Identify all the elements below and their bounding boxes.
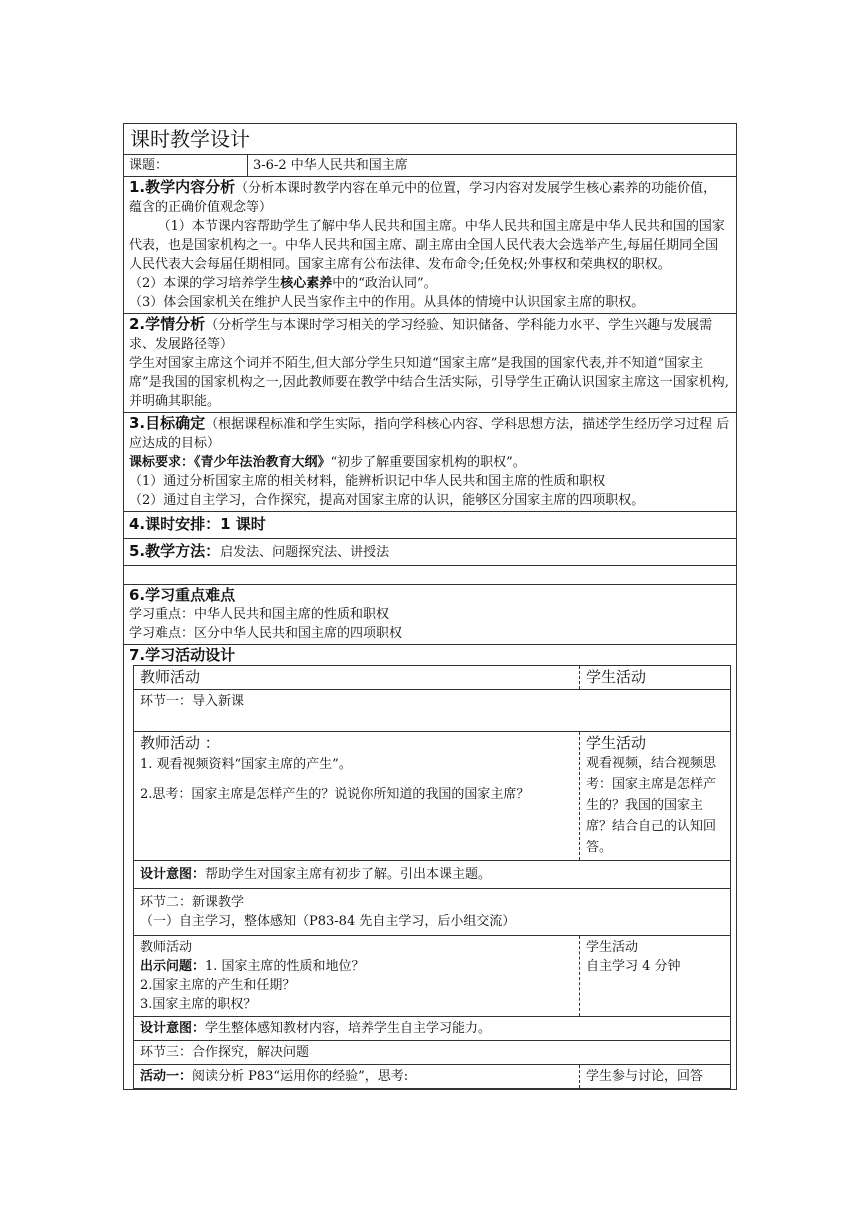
section-2-note: （分析学生与本课时学习相关的学习经验、知识储备、学科能力水平、学生兴趣与发展需求、发展路径等）	[129, 318, 713, 352]
t1-item-2: 2.思考：国家主席是怎样产生的？说说你所知道的我国的国家主席？	[140, 787, 530, 802]
section-1-paragraph-2	[129, 274, 731, 293]
section-2-paragraph: 学生对国家主席这个词并不陌生,但大部分学生只知道“国家主席”是我国的国家代表,并不知道“国家主席”是我国的国家机构之一,因此教师要在教学中结合生活实际，引导学生正确认识国家主席这一国家机构,并明确其职能。	[129, 356, 729, 409]
section-objectives	[123, 413, 737, 512]
section-6-title: 6.学习重点难点	[129, 586, 236, 604]
section-5-value: 启发法、问题探究法、讲授法	[220, 545, 390, 560]
s1-head: 学生活动	[586, 734, 647, 752]
intent-2-text: 学生整体感知教材内容，培养学生自主学习能力。	[205, 1021, 492, 1036]
intent-2-label: 设计意图：	[140, 1021, 206, 1036]
t1-head: 教师活动 ：	[140, 734, 220, 752]
activity-1-student: 学生参与讨论，回答	[586, 1069, 704, 1084]
topic-label: 课题：	[124, 155, 248, 176]
difficult-point: 学习难点：区分中华人民共和国主席的四项职权	[129, 626, 403, 641]
t2-question-label: 出示问题：	[140, 959, 206, 974]
topic-row	[123, 155, 737, 177]
s2-body: 自主学习 4 分钟	[586, 959, 681, 974]
requirement-label: 课标要求：《青少年法治教育大纲》	[129, 455, 331, 470]
curriculum-requirement	[129, 453, 731, 472]
section-methods	[123, 539, 737, 566]
blank-row	[123, 566, 737, 585]
section-activity-design	[123, 645, 737, 1090]
student-activity-header: 学生活动	[586, 668, 647, 686]
goal-1: （1）通过分析国家主席的相关材料，能辨析识记中华人民共和国主席的性质和职权	[129, 474, 606, 489]
link-3-activity-row	[133, 1065, 731, 1089]
t2-head: 教师活动	[140, 940, 193, 955]
goal-2: （2）通过自主学习，合作探究，提高对国家主席的认识，能够区分国家主席的四项职权。	[129, 493, 645, 508]
section-7-title: 7.学习活动设计	[129, 646, 236, 664]
section-3-title: 3.目标确定	[129, 414, 206, 432]
t2-q1-line	[140, 957, 573, 976]
link-3-title: 环节三：合作探究，解决问题	[140, 1045, 310, 1060]
link-1-student-activity	[580, 732, 730, 860]
section-1-paragraph-1: （1）本节课内容帮助学生了解中华人民共和国主席。中华人民共和国主席是中华人民共和国的国家代表，也是国家机构之一。中华人民共和国主席、副主席由全国人民代表大会选举产生,每届任期同全国人民代表大会每届任期相同。国家主席有公布法律、发布命令;任免权;外事权和荣典权的职权。	[129, 219, 725, 272]
s2-head: 学生活动	[586, 940, 639, 955]
section-key-points	[123, 585, 737, 645]
link-2-student-activity	[580, 936, 730, 1016]
section-4-title: 4.课时安排：1 课时	[129, 515, 266, 533]
section-5-title: 5.教学方法：	[129, 542, 221, 560]
design-intent-2	[133, 1017, 731, 1041]
t2-question-3: 3.国家主席的职权？	[140, 997, 257, 1012]
link-1-title: 环节一：导入新课	[140, 694, 245, 709]
section-content-analysis	[123, 177, 737, 314]
t1-item-1: 1. 观看视频资料“国家主席的产生”。	[140, 757, 352, 772]
requirement-text: “初步了解重要国家机构的职权”。	[330, 455, 526, 470]
p2-text-bold: 核心素养	[280, 276, 333, 291]
t2-question-1: 1. 国家主席的性质和地位？	[205, 959, 365, 974]
link-2-teacher-activity	[134, 936, 580, 1016]
section-3-note: （根据课程标准和学生实际，指向学科核心内容、学科思想方法，描述学生经历学习过程 后应达成的目标）	[129, 417, 730, 451]
section-learner-analysis	[123, 314, 737, 413]
link-2-activity-row	[133, 936, 731, 1017]
intent-1-label: 设计意图：	[140, 867, 206, 882]
t2-question-2: 2.国家主席的产生和任期？	[140, 978, 296, 993]
link-3-row	[133, 1041, 731, 1065]
section-1-note: （分析本课时教学内容在单元中的位置，学习内容对发展学生核心素养的功能价值， 蕴含的正确价值观念等）	[129, 181, 717, 215]
teacher-activity-header: 教师活动	[134, 666, 580, 689]
p2-text-c: 中的“政治认同”。	[332, 276, 437, 291]
document-title: 课时教学设计	[123, 123, 737, 155]
activity-1-teacher	[134, 1065, 580, 1088]
section-2-title: 2.学情分析	[129, 315, 206, 333]
link-1-activity-row	[133, 732, 731, 861]
section-schedule	[123, 512, 737, 539]
s1-body: 观看视频，结合视频思考：国家主席是怎样产生的？我国的国家主席？结合自己的认知回答。	[586, 756, 717, 855]
p2-text-a: （2）本课的学习培养学生	[129, 276, 281, 291]
activity-1-text: 阅读分析 P83“运用你的经验”，思考:	[192, 1069, 409, 1084]
section-1-paragraph-3: （3）体会国家机关在维护人民当家作主中的作用。从具体的情境中认识国家主席的职权。	[129, 295, 645, 310]
key-point: 学习重点：中华人民共和国主席的性质和职权	[129, 607, 390, 622]
link-2-subtitle: （一）自主学习，整体感知（P83-84 先自主学习，后小组交流）	[140, 914, 516, 929]
link-1-teacher-activity	[134, 732, 580, 860]
link-2-title: 环节二：新课教学	[140, 895, 245, 910]
intent-1-text: 帮助学生对国家主席有初步了解。引出本课主题。	[205, 867, 492, 882]
topic-value: 3-6-2 中华人民共和国主席	[253, 158, 408, 173]
section-1-title: 1.教学内容分析	[129, 178, 236, 196]
link-1-row	[133, 690, 731, 732]
lesson-design-table	[123, 123, 737, 1090]
link-2-row	[133, 889, 731, 936]
design-intent-1	[133, 861, 731, 889]
activity-1-label: 活动一：	[140, 1069, 193, 1084]
activity-header-row	[133, 665, 731, 690]
